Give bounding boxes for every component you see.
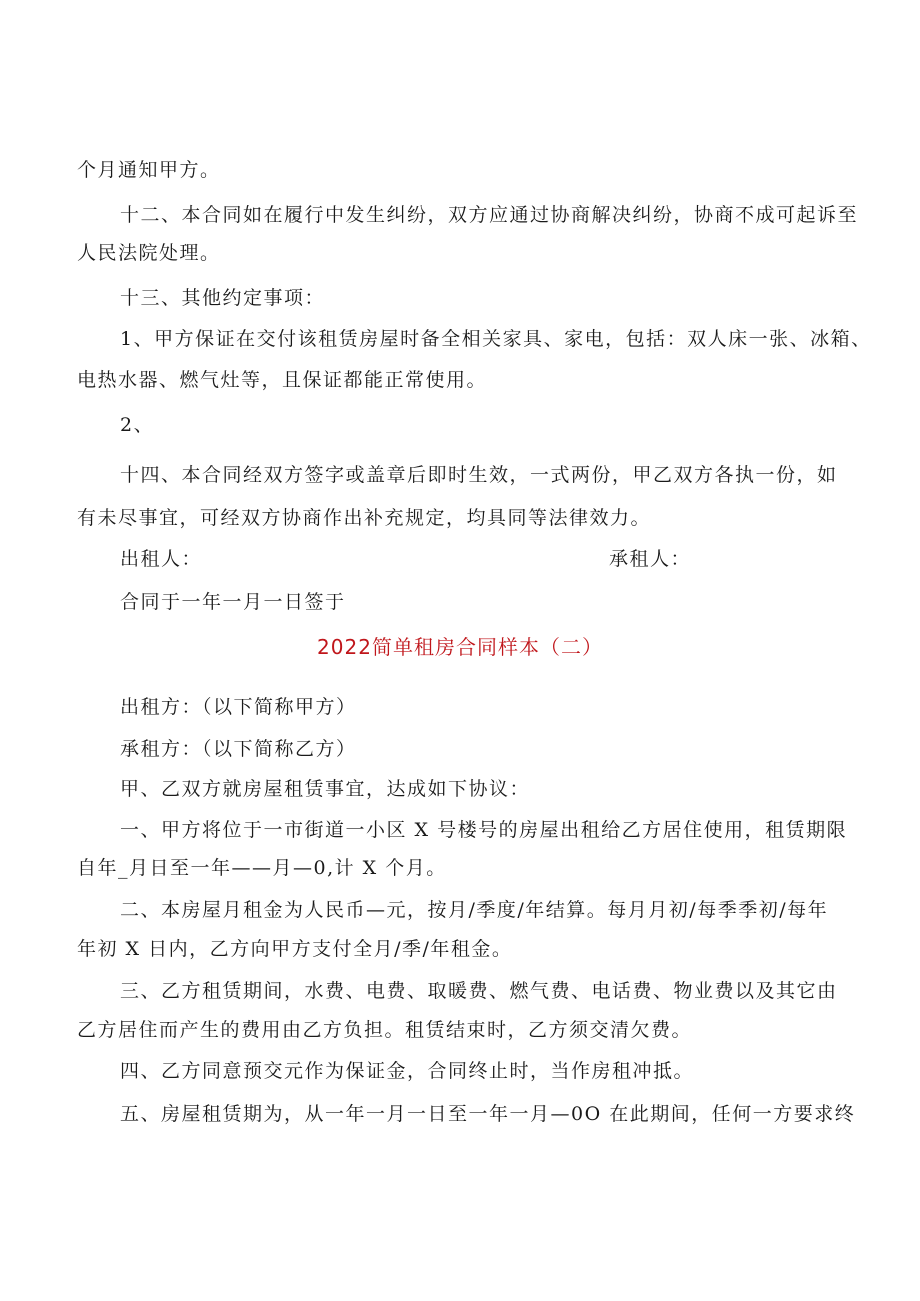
article-3-line-1: 三、乙方租赁期间，水费、电费、取暖费、燃气费、电话费、物业费以及其它由 [120,980,838,1002]
article-2-line-1: 二、本房屋月租金为人民币—元，按月/季度/年结算。每月月初/每季季初/每年 [120,899,829,921]
clause-13-item-1-line-2: 电热水器、燃气灶等，且保证都能正常使用。 [77,369,488,391]
article-1-line-1: 一、甲方将位于一市街道一小区 X 号楼号的房屋出租给乙方居住使用，租赁期限 [120,819,848,841]
agreement-intro: 甲、乙双方就房屋租赁事宜，达成如下协议： [120,778,531,800]
clause-13-item-2: 2、 [120,414,155,436]
article-1-line-2: 自年_月日至一年——月—0,计 X 个月。 [77,857,447,879]
article-5-line-1: 五、房屋租赁期为，从一年一月一日至一年一月—0O 在此期间，任何一方要求终 [120,1103,856,1125]
clause-13-item-1-line-1: 1、甲方保证在交付该租赁房屋时备全相关家具、家电，包括：双人床一张、冰箱、 [120,328,872,350]
clause-13-heading: 十三、其他约定事项： [120,287,326,309]
lessee-signature-label: 承租人： [609,548,692,570]
article-2-line-2: 年初 X 日内，乙方向甲方支付全月/季/年租金。 [77,938,513,960]
clause-14-line-2: 有未尽事宜，可经双方协商作出补充规定，均具同等法律效力。 [77,507,652,529]
paragraph-notice: 个月通知甲方。 [77,159,221,181]
lessee-party-line: 承租方：（以下简称乙方） [120,738,357,760]
section-title: 2022简单租房合同样本（二） [317,635,603,659]
lessor-signature-label: 出租人： [120,548,203,570]
article-4: 四、乙方同意预交元作为保证金，合同终止时，当作房租冲抵。 [120,1060,695,1082]
clause-14-line-1: 十四、本合同经双方签字或盖章后即时生效，一式两份，甲乙双方各执一份，如 [120,464,838,486]
signing-date-line: 合同于一年一月一日签于 [120,591,346,613]
clause-12-line-1: 十二、本合同如在履行中发生纠纷，双方应通过协商解决纠纷，协商不成可起诉至 [120,204,859,226]
lessor-party-line: 出租方：（以下简称甲方） [120,696,357,718]
article-3-line-2: 乙方居住而产生的费用由乙方负担。租赁结束时，乙方须交清欠费。 [77,1019,693,1041]
clause-12-line-2: 人民法院处理。 [77,242,221,264]
